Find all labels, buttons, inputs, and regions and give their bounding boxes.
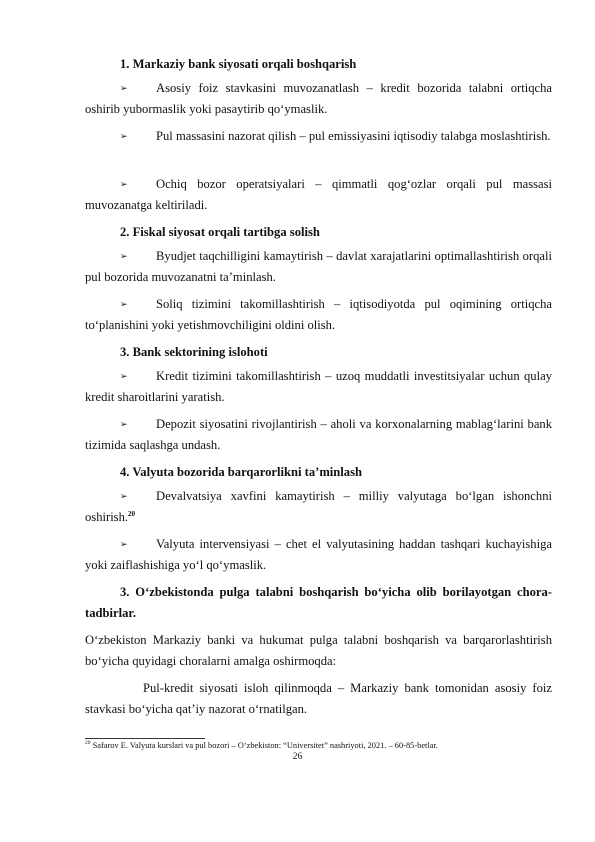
last-paragraph: Pul-kredit siyosati isloh qilinmoqda – Markaziy bank tomonidan asosiy foiz stavkasi bo‘yicha qat’iy nazorat o‘rnatilgan.: [85, 681, 552, 716]
bullet-arrow-icon: ➢: [120, 179, 128, 189]
section-heading-1: 1. Markaziy bank siyosati orqali boshqarish: [120, 57, 357, 71]
bullet-text-4-1-body: Devalvatsiya xavfini kamaytirish – milliy valyutaga bo‘lgan ishonchni oshirish.: [85, 489, 552, 524]
bullet-text-3-1: Kredit tizimini takomillashtirish – uzoq muddatli investitsiyalar uchun qulay kredit sharoitlarini yaratish.: [85, 369, 552, 404]
bullet-text-1-3: Ochiq bozor operatsiyalari – qimmatli qog‘ozlar orqali pul massasi muvozanatga keltiriladi.: [85, 177, 552, 212]
bullet-arrow-icon: ➢: [120, 539, 128, 549]
section-heading-2: 2. Fiskal siyosat orqali tartibga solish: [120, 225, 320, 239]
section-heading-4: 4. Valyuta bozorida barqarorlikni ta’minlash: [120, 465, 363, 479]
bullet-text-1-2: Pul massasini nazorat qilish – pul emissiyasini iqtisodiy talabga moslashtirish.: [156, 129, 551, 143]
bullet-text-1-1: Asosiy foiz stavkasini muvozanatlash – kredit bozorida talabni ortiqcha oshirib yubormaslik yoki pasaytirib qo‘ymaslik.: [85, 81, 552, 116]
footnote-reference: 20: [128, 509, 136, 518]
footnote-number: 20: [85, 740, 91, 747]
footnote: [85, 740, 565, 752]
bullet-arrow-icon: ➢: [120, 83, 128, 93]
bullet-text-3-2: Depozit siyosatini rivojlantirish – aholi va korxonalarning mablag‘larini bank tizimida saqlashga undash.: [85, 417, 552, 452]
page-number: 26: [292, 752, 303, 762]
section-title-measures: 3. O‘zbekistonda pulga talabni boshqarish bo‘yicha olib borilayotgan chora-tadbirlar.: [85, 585, 552, 620]
section-heading-3: 3. Bank sektorining islohoti: [120, 345, 268, 359]
bullet-text-4-1: [85, 486, 552, 527]
bullet-arrow-icon: ➢: [120, 251, 128, 261]
bullet-arrow-icon: ➢: [120, 419, 128, 429]
bullet-arrow-icon: ➢: [120, 299, 128, 309]
bullet-text-4-2: Valyuta intervensiyasi – chet el valyutasining haddan tashqari kuchayishiga yoki zaiflashishiga yo‘l qo‘ymaslik.: [85, 537, 552, 572]
footnote-text: Safarov E. Valyuta kurslari va pul bozori – O‘zbekiston: “Universitet” nashriyoti, 2021. – 60-85-betlar.: [92, 741, 438, 750]
bullet-text-2-1: Byudjet taqchilligini kamaytirish – davlat xarajatlarini optimallashtirish orqali pul bozorida muvozanatni ta’minlash.: [85, 249, 552, 284]
bullet-arrow-icon: ➢: [120, 371, 128, 381]
intro-paragraph: O‘zbekiston Markaziy banki va hukumat pulga talabni boshqarish va barqarorlashtirish bo‘yicha quyidagi choralarni amalga oshirmoqda:: [85, 633, 552, 668]
footnote-divider: [85, 738, 205, 739]
bullet-text-2-2: Soliq tizimini takomillashtirish – iqtisodiyotda pul oqimining ortiqcha to‘planishini yoki yetishmovchiligini oldini olish.: [85, 297, 552, 332]
bullet-arrow-icon: ➢: [120, 491, 128, 501]
bullet-arrow-icon: ➢: [120, 131, 128, 141]
